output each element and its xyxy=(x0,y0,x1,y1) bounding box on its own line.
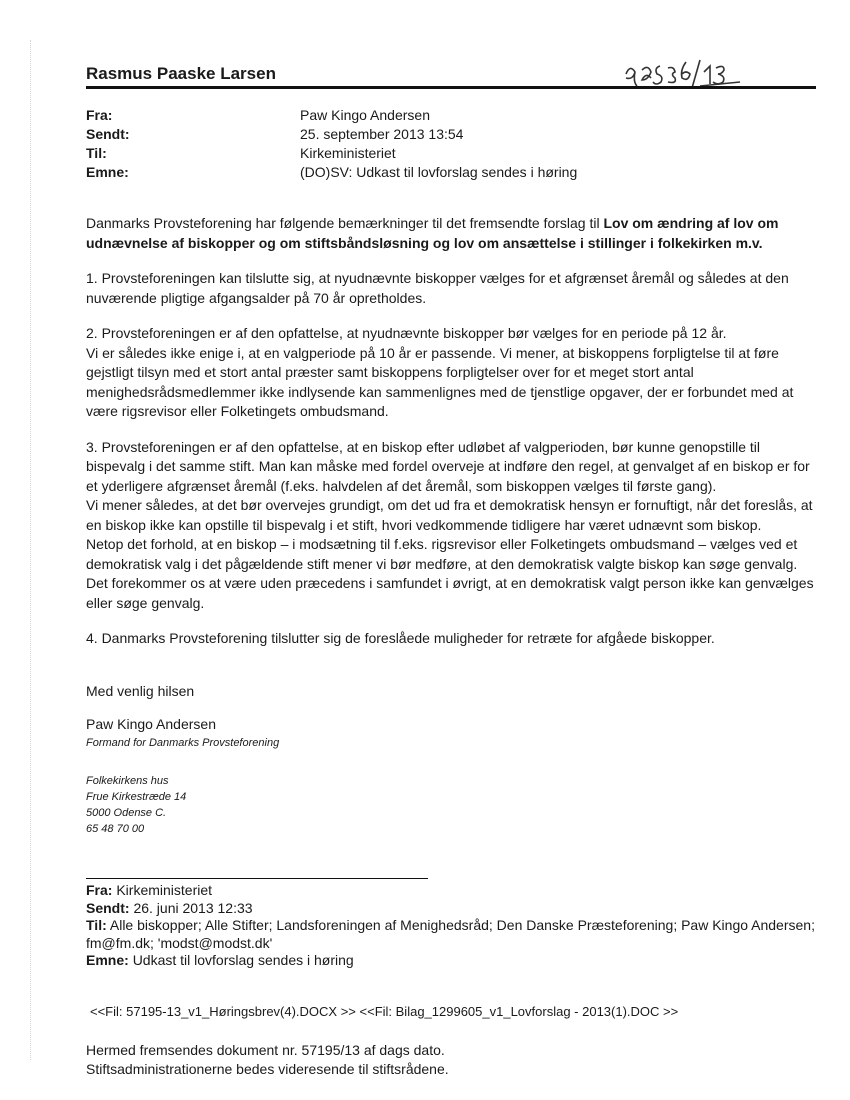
meta-label: Til: xyxy=(86,145,107,161)
address-line: Frue Kirkestræde 14 xyxy=(86,791,187,803)
recipient-name: Rasmus Paaske Larsen xyxy=(86,64,276,83)
fwd-subject-label: Emne: xyxy=(86,952,129,968)
meta-label: Sendt: xyxy=(86,126,130,142)
paragraph-3c: Netop det forhold, at en biskop – i modsætning til f.eks. rigsrevisor eller Folketingets ombudsmand – vælges ved et demokratisk valg i det pågældende stift mener vi bør medføre, at den demokratisk valgte biskop kan søge genvalg. Det forekommer os at være uden præcedens i samfundet i øvrigt, at en demokratisk valgt person ikke kan genvælges eller søge genvalg. xyxy=(86,536,814,611)
fwd-sent: 26. juni 2013 12:33 xyxy=(133,899,253,916)
meta-label: Emne: xyxy=(86,164,129,180)
forwarded-header xyxy=(86,882,816,970)
attachments[interactable]: <<Fil: 57195-13_v1_Høringsbrev(4).DOCX >> <<Fil: Bilag_1299605_v1_Lovforslag - 2013(1).DOC >> xyxy=(90,1004,679,1019)
email-meta xyxy=(86,106,577,182)
scan-margin-line xyxy=(30,40,31,1060)
paragraph-2a: 2. Provsteforeningen er af den opfattelse, at nyudnævnte biskopper bør vælges for en periode på 12 år. xyxy=(86,325,727,341)
fwd-from-label: Fra: xyxy=(86,882,113,898)
meta-value: Kirkeministeriet xyxy=(300,145,396,161)
address-line: 5000 Odense C. xyxy=(86,807,167,819)
fwd-sent-row xyxy=(86,900,816,918)
header-rule xyxy=(86,86,816,89)
closing-line-2: Stiftsadministrationerne bedes videresende til stiftsrådene. xyxy=(86,1061,449,1077)
fwd-from-row xyxy=(86,882,816,900)
intro-paragraph xyxy=(86,214,816,253)
closing-text xyxy=(86,1041,449,1079)
fwd-to-label: Til: xyxy=(86,917,107,933)
paragraph-2b: Vi er således ikke enige i, at en valgperiode på 10 år er passende. Vi mener, at biskoppens forpligtelse til at føre gejstligt tilsyn med et stort antal præster samt biskoppens forpligtelser over for et meget stort antal menighedsrådsmedlemmer ikke indlysende kan sammenlignes med de tjenstlige opgaver, der er forbundet med at være rigsrevisor eller Folketingets ombudsmand. xyxy=(86,344,794,419)
paragraph-3 xyxy=(86,438,816,614)
meta-row-from xyxy=(86,106,577,125)
fwd-to-row xyxy=(86,917,816,952)
paragraph-2 xyxy=(86,324,816,422)
meta-value: (DO)SV: Udkast til lovforslag sendes i høring xyxy=(300,164,578,180)
forward-separator xyxy=(86,878,428,879)
paragraph-4: 4. Danmarks Provsteforening tilslutter sig de foreslåede muligheder for retræte for afgåede biskopper. xyxy=(86,630,715,646)
paragraph-1: 1. Provsteforeningen kan tilslutte sig, at nyudnævnte biskopper vælges for et afgrænset åremål og således at den nuværende pligtige afgangsalder på 70 år opretholdes. xyxy=(86,270,789,306)
fwd-sent-label: Sendt: xyxy=(86,899,130,916)
fwd-subject-row xyxy=(86,952,816,970)
signer-address xyxy=(86,773,279,837)
signer-name: Paw Kingo Andersen xyxy=(86,716,216,732)
meta-value: 25. september 2013 13:54 xyxy=(300,126,464,142)
fwd-to: Alle biskopper; Alle Stifter; Landsforeningen af Menighedsråd; Den Danske Præsteforening; Paw Kingo Andersen; fm@fm.dk; 'modst@modst.dk' xyxy=(86,917,815,951)
law-title: Lov om ændring af lov om udnævnelse af biskopper og om stiftsbåndsløsning og lov om ansættelse i stillinger i folkekirken m.v. xyxy=(86,215,779,251)
greeting: Med venlig hilsen xyxy=(86,683,195,699)
meta-value: Paw Kingo Andersen xyxy=(300,107,430,123)
intro-text: Danmarks Provsteforening har følgende bemærkninger til det fremsendte forslag til xyxy=(86,215,604,231)
fwd-subject: Udkast til lovforslag sendes i høring xyxy=(132,952,354,968)
handwritten-case-number xyxy=(620,54,750,90)
address-line: Folkekirkens hus xyxy=(86,775,169,787)
signature-block xyxy=(86,682,279,837)
address-line: 65 48 70 00 xyxy=(86,823,145,835)
letter-body xyxy=(86,214,816,665)
paragraph-3b: Vi mener således, at det bør overvejes grundigt, om det ud fra et demokratisk hensyn er fornuftigt, når det foreslås, at en biskop ikke kan opstille til bispevalg i et stift, hvori vedkommende tidligere har været udnævnt som biskop. xyxy=(86,497,813,533)
meta-label: Fra: xyxy=(86,107,113,123)
paragraph-3a: 3. Provsteforeningen er af den opfattelse, at en biskop efter udløbet af valgperioden, bør kunne genopstille til bispevalg i det samme stift. Man kan måske med fordel overveje at indføre den regel, at genvalget af en biskop er for et yderligere afgrænset åremål (f.eks. halvdelen af det åremål, som biskoppen vælges til første gang). xyxy=(86,438,810,494)
fwd-from: Kirkeministeriet xyxy=(116,882,213,898)
meta-row-sent xyxy=(86,125,577,144)
meta-row-to xyxy=(86,144,577,163)
closing-line-1: Hermed fremsendes dokument nr. 57195/13 af dags dato. xyxy=(86,1042,445,1058)
meta-row-subject xyxy=(86,163,577,182)
signer-role: Formand for Danmarks Provsteforening xyxy=(86,737,280,749)
